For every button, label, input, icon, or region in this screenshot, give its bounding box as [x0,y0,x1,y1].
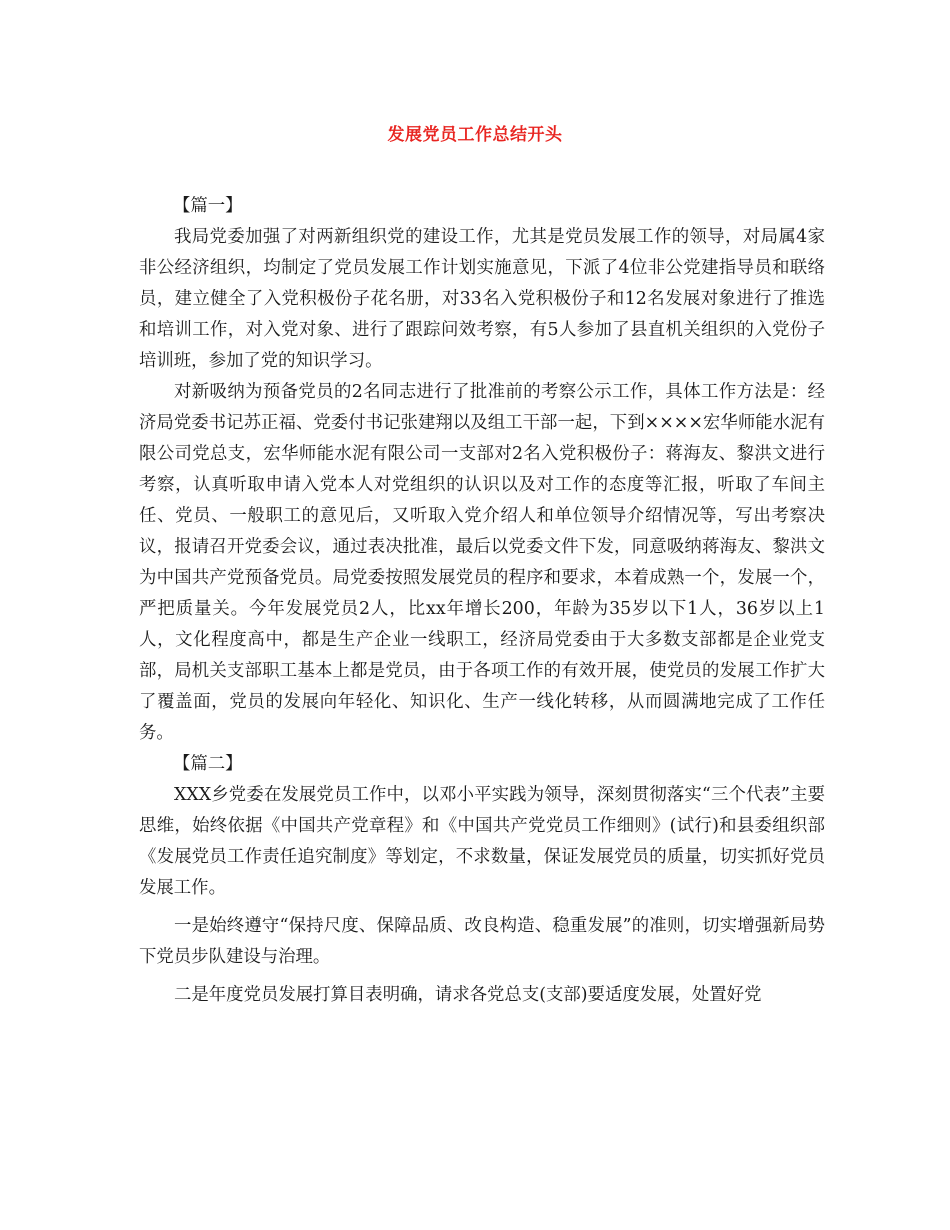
section-2-paragraph-2: 一是始终遵守“保持尺度、保障品质、改良构造、稳重发展”的准则，切实增强新局势下党员步队建设与治理。 [139,916,825,967]
section-1-paragraph-2: 对新吸纳为预备党员的2名同志进行了批准前的考察公示工作，具体工作方法是：经济局党委书记苏正福、党委付书记张建翔以及组工干部一起，下到××××宏华师能水泥有限公司党总支，宏华师能水泥有限公司一支部对2名入党积极份子：蒋海友、黎洪文进行考察，认真听取申请入党本人对党组织的认识以及对工作的态度等汇报，听取了车间主任、党员、一般职工的意见后，又听取入党介绍人和单位领导介绍情况等，写出考察决议，报请召开党委会议，通过表决批准，最后以党委文件下发，同意吸纳蒋海友、黎洪文为中国共产党预备党员。局党委按照发展党员的程序和要求，本着成熟一个，发展一个，严把质量关。今年发展党员2人，比xx年增长200，年龄为35岁以下1人，36岁以上1人，文化程度高中，都是生产企业一线职工，经济局党委由于大多数支部都是企业党支部，局机关支部职工基本上都是党员，由于各项工作的有效开展，使党员的发展工作扩大了覆盖面，党员的发展向年轻化、知识化、生产一线化转移，从而圆满地完成了工作任务。 [139,382,825,743]
section-heading-2: 【篇二】 [173,754,243,774]
section-2-paragraph-1: XXX乡党委在发展党员工作中，以邓小平实践为领导，深刻贯彻落实“三个代表”主要思维，始终依据《中国共产党章程》和《中国共产党党员工作细则》(试行)和县委组织部《发展党员工作责任追究制度》等划定，不求数量，保证发展党员的质量，切实抓好党员发展工作。 [139,785,825,898]
section-2-paragraph-3: 二是年度党员发展打算目表明确，请求各党总支(支部)要适度发展，处置好党 [174,985,762,1005]
document-title: 发展党员工作总结开头 [387,125,563,145]
document-body [139,191,825,1011]
section-1-paragraph-1: 我局党委加强了对两新组织党的建设工作，尤其是党员发展工作的领导，对局属4家非公经济组织，均制定了党员发展工作计划实施意见，下派了4位非公党建指导员和联络员，建立健全了入党积极份子花名册，对33名入党积极份子和12名发展对象进行了推选和培训工作，对入党对象、进行了跟踪问效考察，有5人参加了县直机关组织的入党份子培训班，参加了党的知识学习。 [139,227,825,371]
section-heading-1: 【篇一】 [173,196,243,216]
